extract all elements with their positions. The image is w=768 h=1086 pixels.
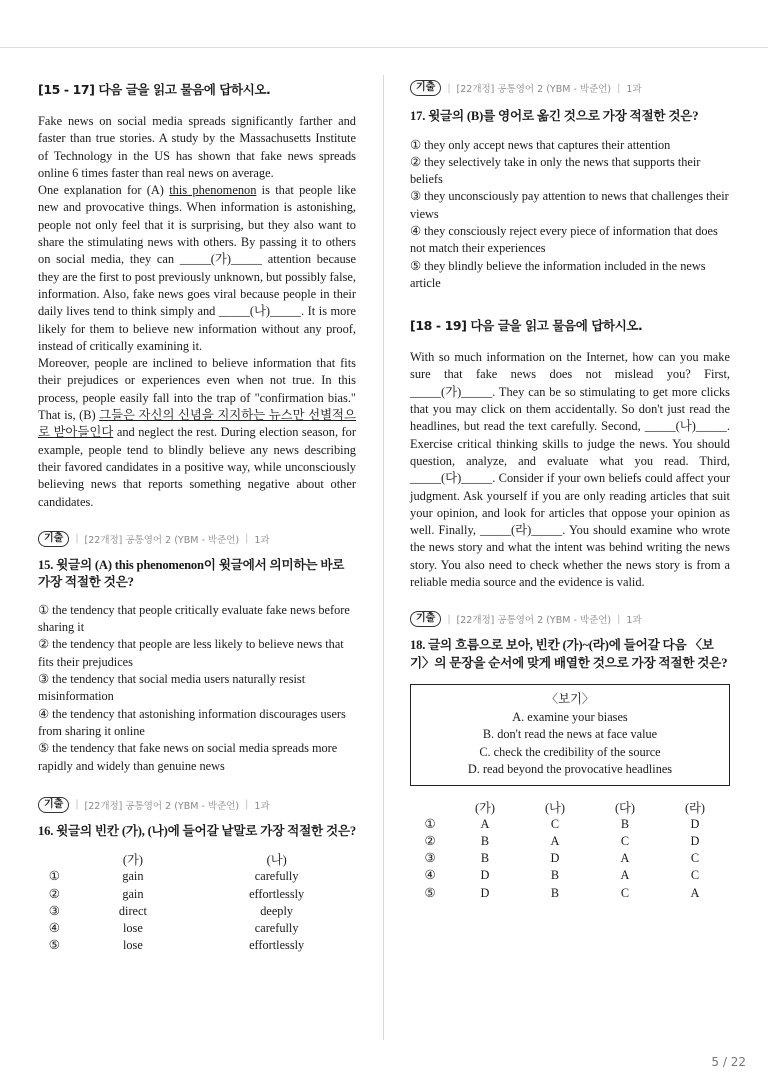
source-label: [22개정] 공통영어 2 (YBM - 박준언) [84, 534, 240, 546]
option[interactable]: ① the tendency that people critically evaluate fake news before sharing it [38, 602, 350, 635]
table-row[interactable]: ② B A C D [424, 834, 700, 849]
question-tag-17: 기출 | [22개정] 공통영어 2 (YBM - 박준언) | 1과 [410, 80, 730, 96]
option[interactable]: ⑤ they blindly believe the information included in the news article [410, 258, 706, 290]
column-divider [383, 75, 384, 1040]
option[interactable]: ⑤ the tendency that fake news on social media spreads more rapidly and widely than genuine news [38, 741, 338, 773]
column-header: (가) [122, 853, 143, 868]
table-row[interactable]: ① A C B D [424, 816, 700, 831]
source-label: [22개정] 공통영어 2 (YBM - 박준언) [456, 84, 612, 95]
passage-paragraph-2: One explanation for (A) this phenomenon is that people like new and provocative things. When information is astonishing, people not only feel that it is surprising, but they also want to share the stimulating news with others. By passing it to others on social media, they can _____(가)_____ attention because they are the first to post previously unknown, but possibly false, information. Also, fake news goes viral because people in their daily lives tend to think simply and _____(나)_____. It is more likely for them to believe new information without any proof, instead of critically examining it. [38, 183, 356, 353]
table-header-row [410, 798, 730, 816]
exam-badge: 기출 [38, 797, 69, 813]
section-title-15-17: [15 - 17] 다음 글을 읽고 물음에 답하시오. [38, 82, 271, 97]
example-item: A. examine your biases [512, 709, 628, 724]
blank-na: _____(나)_____ [644, 419, 727, 434]
blank-na: _____(나)_____ [218, 304, 302, 319]
example-item: B. don't read the news at face value [482, 727, 658, 742]
blank-ga: _____(가)_____ [410, 384, 493, 399]
example-box [410, 684, 730, 786]
question-tag-18: 기출 | [22개정] 공통영어 2 (YBM - 박준언) | 1과 [410, 611, 730, 627]
underlined-phrase-b: 그들은 자신의 신념을 지지하는 뉴스만 선별적으로 받아들인다 [38, 408, 356, 440]
option[interactable]: ③ they unconsciously pay attention to news that challenges their views [410, 189, 729, 221]
header-rule [0, 47, 768, 48]
example-item: C. check the credibility of the source [479, 744, 661, 759]
passage-fake-news-tips: With so much information on the Internet, how can you make sure that fake news does not mislead you? First, _____(가)_____. They can be so stimulating to get more clicks that you may click on them accidentally. So don't just read the headlines, but read the text carefully. Second, _____(나)_____. Exercise critical thinking skills to judge the news. You should question, analyze, and evaluate what you read. Third, _____(다)_____. Consider if your own beliefs could affect your judgment. Ask yourself if you are only reading articles that suit your opinion, and look for articles that oppose your opinion as well. Finally, _____(라)_____. You should examine who wrote the news story and what the intent was behind writing the news story. You also need to check whether the news story is from a reliable media source and the evidence is valid. [410, 350, 730, 590]
question-16-answer-table [38, 850, 358, 954]
exam-badge: 기출 [410, 80, 441, 96]
exam-badge: 기출 [38, 531, 69, 547]
left-column [38, 78, 356, 954]
table-row[interactable]: ② gain effortlessly [48, 886, 305, 901]
option[interactable]: ④ they consciously reject every piece of information that does not match their experiences [410, 223, 718, 256]
question-tag-16: 기출 | [22개정] 공통영어 2 (YBM - 박준언) | 1과 [38, 797, 356, 813]
table-row[interactable]: ④ D B A C [424, 868, 700, 883]
passage-paragraph-1: Fake news on social media spreads significantly farther and faster than true stories. A study by the Massachusetts Institute of Technology in the US has shown that fake news spreads online 6 times faster than real news on average. [38, 114, 356, 180]
option[interactable]: ② the tendency that people are less likely to believe news that fits their prejudices [38, 637, 344, 669]
example-item: D. read beyond the provocative headlines [467, 762, 673, 777]
table-row[interactable]: ③ direct deeply [48, 903, 294, 918]
question-16-title: 16. 윗글의 빈칸 (가), (나)에 들어갈 낱말로 가장 적절한 것은? [38, 823, 356, 838]
blank-ra: _____(라)_____ [480, 523, 563, 538]
option[interactable]: ③ the tendency that social media users naturally resist misinformation [38, 672, 306, 704]
question-17-options [410, 137, 730, 293]
passage-paragraph-3: Moreover, people are inclined to believe information that fits their prejudices or experiences even when not true. In this process, people easily fall into the trap of "confirmation bias." That is, (B) 그들은 자신의 신념을 지지하는 뉴스만 선별적으로 받아들인다 and neglect the rest. During election season, for example, people tend to blindly believe any news describing their favored candidates in a positive way, while unconsciously believing news that reports something negative about other candidates. [38, 356, 356, 509]
exam-badge: 기출 [410, 611, 441, 627]
table-row[interactable]: ③ B D A C [424, 851, 700, 866]
passage-fake-news [38, 113, 356, 511]
question-17-title: 17. 윗글의 (B)를 영어로 옮긴 것으로 가장 적절한 것은? [410, 109, 699, 123]
question-tag-15: 기출 | [22개정] 공통영어 2 (YBM - 박준언) | 1과 [38, 531, 356, 547]
column-header: (나) [544, 800, 566, 815]
section-title-18-19: [18 - 19] 다음 글을 읽고 물음에 답하시오. [410, 318, 643, 334]
page-number: 5 / 22 [711, 1055, 746, 1069]
option[interactable]: ① they only accept news that captures their attention [410, 137, 671, 152]
column-header: (나) [266, 853, 287, 868]
source-label: [22개정] 공통영어 2 (YBM - 박준언) [456, 615, 612, 627]
question-18-answer-table [410, 798, 730, 902]
column-header: (가) [474, 800, 496, 815]
blank-da: _____(다)_____ [410, 471, 493, 486]
column-header: (라) [684, 800, 706, 815]
question-18-title: 18. 글의 흐름으로 보아, 빈칸 (가)~(라)에 들어갈 다음 〈보기〉의 문장을 순서에 맞게 배열한 것으로 가장 적절한 것은? [410, 638, 728, 670]
underlined-phrase-a: this phenomenon [169, 183, 257, 198]
unit-label: 1과 [626, 615, 642, 627]
source-label: [22개정] 공통영어 2 (YBM - 박준언) [84, 800, 240, 812]
unit-label: 1과 [626, 84, 642, 95]
table-row[interactable]: ① gain carefully [48, 869, 299, 884]
right-column [410, 78, 730, 902]
question-15-options [38, 602, 356, 775]
unit-label: 1과 [254, 800, 270, 812]
blank-ga: _____(가)_____ [179, 252, 262, 267]
table-row[interactable]: ⑤ lose effortlessly [48, 938, 305, 953]
option[interactable]: ④ the tendency that astonishing information discourages users from sharing it online [38, 706, 346, 738]
column-header: (다) [614, 800, 636, 815]
table-row[interactable]: ④ lose carefully [48, 920, 299, 935]
table-row[interactable]: ⑤ D B C A [424, 885, 700, 900]
table-header-row [38, 850, 358, 868]
unit-label: 1과 [254, 534, 270, 546]
option[interactable]: ② they selectively take in only the news that supports their beliefs [410, 154, 701, 187]
example-box-title: 〈보기〉 [545, 692, 595, 707]
question-15-title: 15. 윗글의 (A) this phenomenon이 윗글에서 의미하는 바로 가장 적절한 것은? [38, 557, 345, 590]
